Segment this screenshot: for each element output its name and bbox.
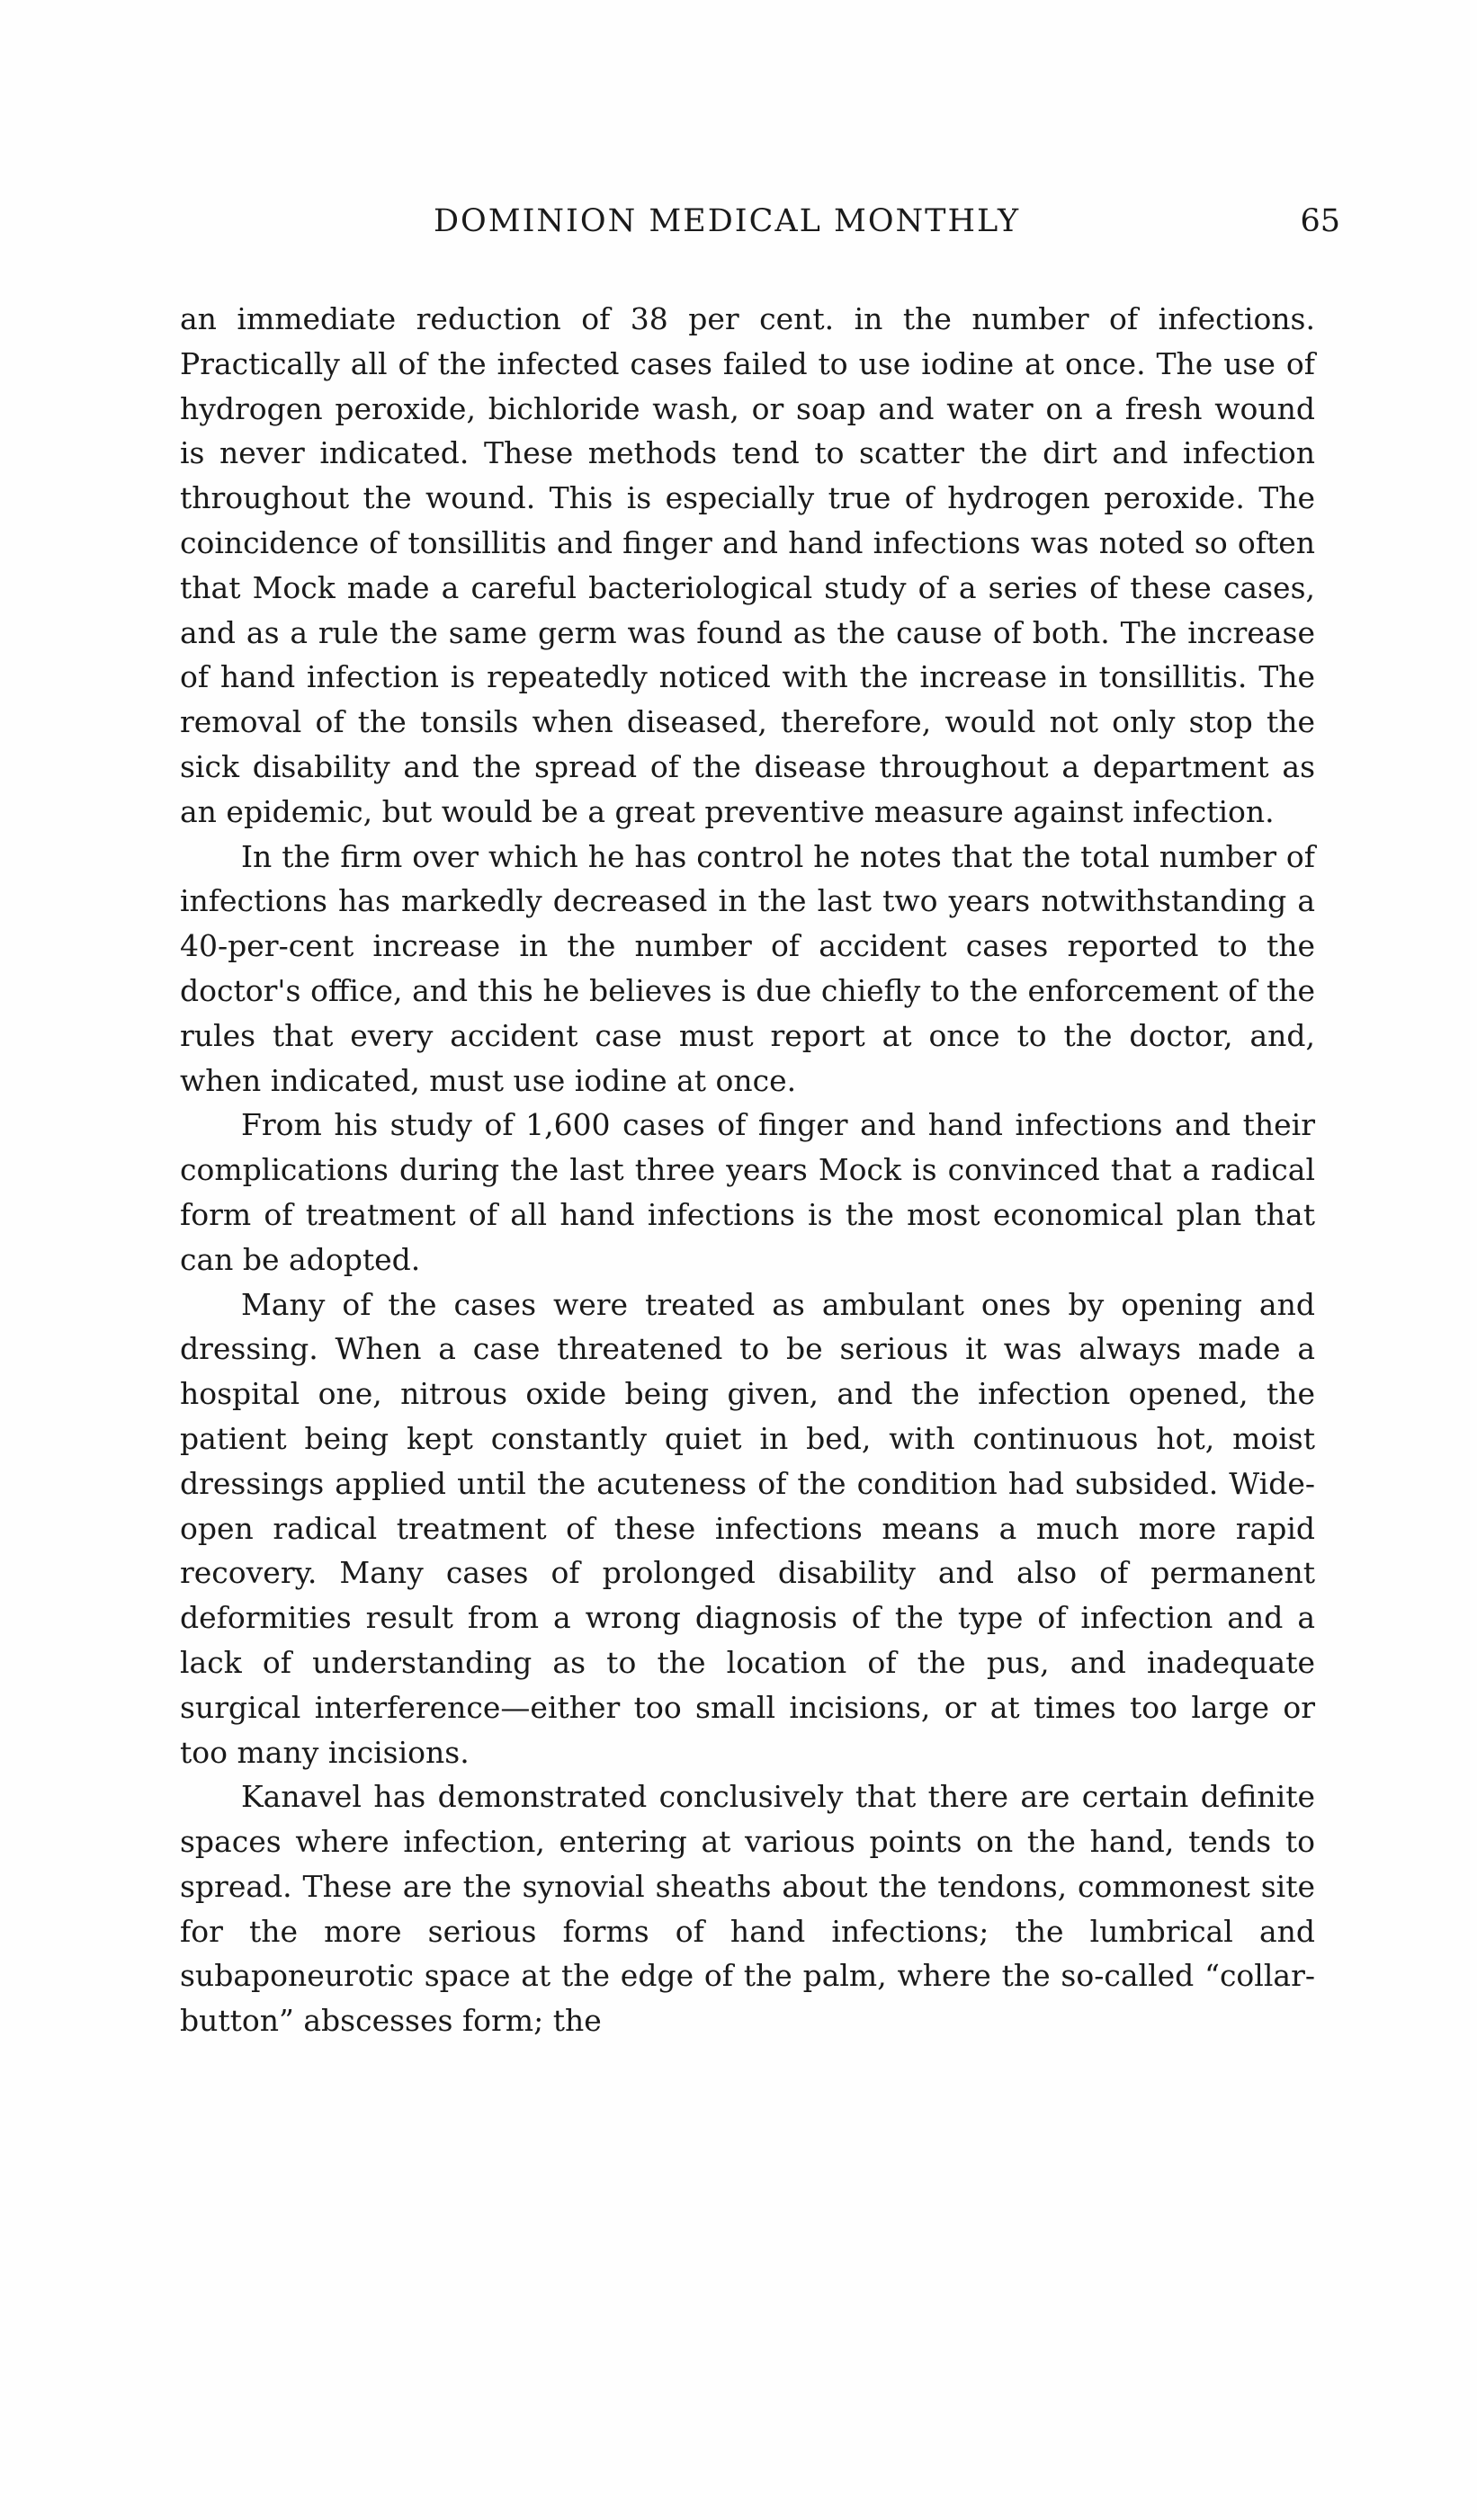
paragraph: Many of the cases were treated as ambulant ones by opening and dressing. When a case threatened to be serious it was always made a hospital one, nitrous oxide being given, and the infection opened, the patient being kept constantly quiet in bed, with continuous hot, moist dressings applied until the acuteness of the condition had subsided. Wide-open radical treatment of these infections means a much more rapid recovery. Many cases of prolonged disability and also of permanent deformities result from a wrong diagnosis of the type of infection and a lack of understanding as to the location of the pus, and inadequate surgical interference—either too small incisions, or at times too large or too many incisions. (180, 1286, 1315, 1770)
journal-title: DOMINION MEDICAL MONTHLY (434, 203, 1021, 239)
paragraph-continued: an immediate reduction of 38 per cent. in the number of infections. Practically all of the infected cases failed to use iodine at once. The use of hydrogen peroxide, bichloride wash, or soap and water on a fresh wound is never indicated. These methods tend to scatter the dirt and infection throughout the wound. This is especially true of hydrogen peroxide. The coincidence of tonsillitis and finger and hand infections was noted so often that Mock made a careful bacteriological study of a series of these cases, and as a rule the same germ was found as the cause of both. The increase of hand infection is repeatedly noticed with the increase in tonsillitis. The removal of the tonsils when diseased, therefore, would not only stop the sick disability and the spread of the disease throughout a department as an epidemic, but would be a great preventive measure against infection. (180, 301, 1315, 829)
paragraph: From his study of 1,600 cases of finger and hand infections and their complications during the last three years Mock is convinced that a radical form of treatment of all hand infections is the most economical plan that can be adopted. (180, 1107, 1315, 1277)
body-text (180, 297, 1315, 2043)
page-number: 65 (1300, 203, 1340, 239)
paragraph: Kanavel has demonstrated conclusively that there are certain definite spaces where infection, entering at various points on the hand, tends to spread. These are the synovial sheaths about the tendons, commonest site for the more serious forms of hand infections; the lumbrical and subaponeurotic space at the edge of the palm, where the so-called “collar-button” abscesses form; the (180, 1779, 1315, 2039)
running-head (180, 203, 1340, 248)
paragraph: In the firm over which he has control he notes that the total number of infections has markedly decreased in the last two years notwithstanding a 40-per-cent increase in the number of accident cases reported to the doctor's office, and this he believes is due chiefly to the enforcement of the rules that every accident case must report at once to the doctor, and, when indicated, must use iodine at once. (180, 838, 1315, 1098)
